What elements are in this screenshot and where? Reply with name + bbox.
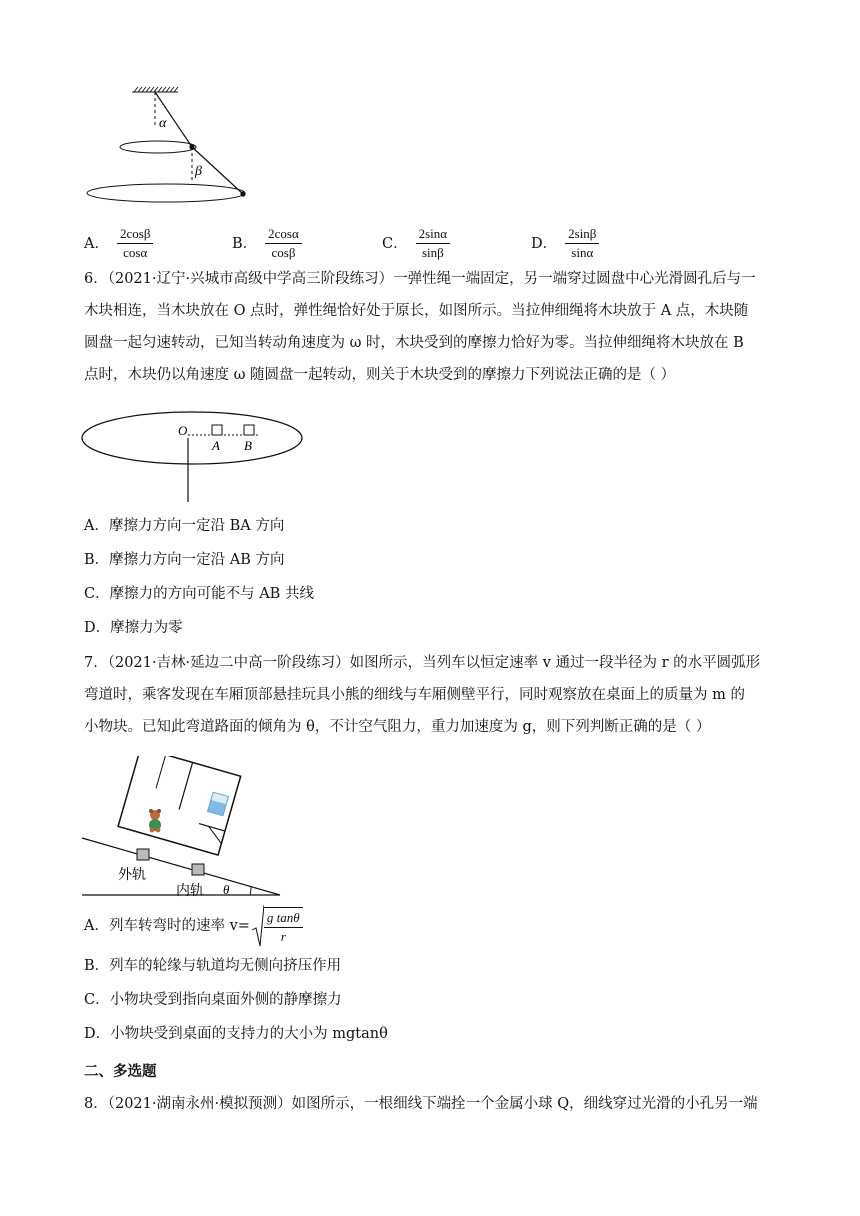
denominator: r	[280, 929, 286, 944]
theta-arc	[250, 887, 251, 895]
q6-stem: 6．（2021·辽宁·兴城市高级中学高三阶段练习）一弹性绳一端固定，另一端穿过圆盘中心光滑圆孔后与一 木块相连，当木块放在 O 点时，弹性绳恰好处于原长，如图所示。当拉伸细绳将木块放于 A 点，木块随 圆盘一起匀速转动，已知当转动角速度为 ω 时，木块受到的摩擦力恰好为零。当拉伸细绳将木块放在 B 点时，木块仍以角速度 ω 随圆盘一起转动，则关于木块受到的摩擦力下列说法正确的是（ ）	[84, 271, 756, 383]
outer-rail-label: 外轨	[118, 868, 146, 883]
denominator: sinβ	[421, 245, 444, 260]
q7-option-a[interactable]	[84, 904, 303, 948]
option-label: A．	[84, 235, 109, 252]
sqrt-expression	[252, 904, 303, 948]
fraction	[117, 226, 153, 261]
numerator: 2sinβ	[565, 226, 599, 244]
q7-figure	[80, 756, 285, 898]
point-o-label: O	[178, 423, 188, 438]
q5-option-b[interactable]	[232, 226, 302, 261]
q6-figure	[78, 408, 308, 504]
theta-label: θ	[223, 882, 230, 897]
ceiling-hatch	[132, 87, 178, 92]
option-label: C．	[382, 235, 408, 252]
option-label: D．	[531, 235, 558, 252]
point-b-label: B	[244, 438, 252, 453]
numerator: 2sinα	[416, 226, 450, 244]
outer-wheel	[137, 849, 149, 860]
q8-stem: 8．（2021·湖南永州·模拟预测）如图所示，一根细线下端拴一个金属小球 Q，细线穿过光滑的小孔另一端	[84, 1096, 758, 1112]
upper-ball	[189, 144, 194, 149]
numerator: g tanθ	[264, 910, 303, 928]
q7-stem: 7．（2021·吉林·延边二中高一阶段练习）如图所示，当列车以恒定速率 v 通过一段半径为 r 的水平圆弧形 弯道时，乘客发现在车厢顶部悬挂玩具小熊的细线与车厢侧壁平行，同时观察放在桌面上的质量为 m 的 小物块。已知此弯道路面的倾角为 θ，不计空气阻力，重力加速度为 g，则下列判断正确的是（ ）	[84, 655, 761, 735]
inner-wheel	[192, 864, 204, 875]
numerator: 2cosα	[265, 226, 302, 244]
q7-option-c[interactable]: C．小物块受到指向桌面外侧的静摩擦力	[84, 992, 342, 1008]
q7-option-b[interactable]: B．列车的轮缘与轨道均无侧向挤压作用	[84, 958, 342, 974]
sqrt-sign	[252, 904, 264, 948]
alpha-label: α	[159, 116, 167, 131]
option-label: B．	[232, 235, 258, 252]
q6-option-b[interactable]: B．摩擦力方向一定沿 AB 方向	[84, 552, 285, 568]
fraction	[265, 226, 302, 261]
lower-ball	[240, 191, 245, 196]
fraction	[416, 226, 450, 261]
q7-option-d[interactable]: D．小物块受到桌面的支持力的大小为 mgtanθ	[84, 1026, 388, 1042]
q5-figure	[78, 84, 278, 210]
q6-option-c[interactable]: C．摩擦力的方向可能不与 AB 共线	[84, 586, 314, 602]
numerator: 2cosβ	[117, 226, 153, 244]
q5-option-d[interactable]	[531, 226, 599, 261]
q6-option-a[interactable]: A．摩擦力方向一定沿 BA 方向	[84, 518, 285, 534]
small-orbit-ellipse	[120, 141, 196, 153]
block-a	[212, 425, 222, 435]
denominator: cosα	[123, 245, 148, 260]
q5-option-a[interactable]	[84, 226, 153, 261]
beta-label: β	[195, 164, 202, 179]
disk-ellipse	[82, 412, 302, 464]
q6-option-d[interactable]: D．摩擦力为零	[84, 620, 183, 636]
denominator: sinα	[571, 245, 594, 260]
point-a-label: A	[212, 438, 220, 453]
q5-option-c[interactable]	[382, 226, 450, 261]
block-b	[244, 425, 254, 435]
option-a-prefix: A．列车转弯时的速率 v=	[84, 918, 250, 934]
inner-rail-label: 内轨	[176, 884, 204, 898]
large-orbit-ellipse	[87, 184, 245, 202]
fraction	[264, 907, 303, 945]
section-heading: 二、多选题	[84, 1064, 157, 1080]
fraction	[565, 226, 599, 261]
denominator: cosβ	[271, 245, 296, 260]
